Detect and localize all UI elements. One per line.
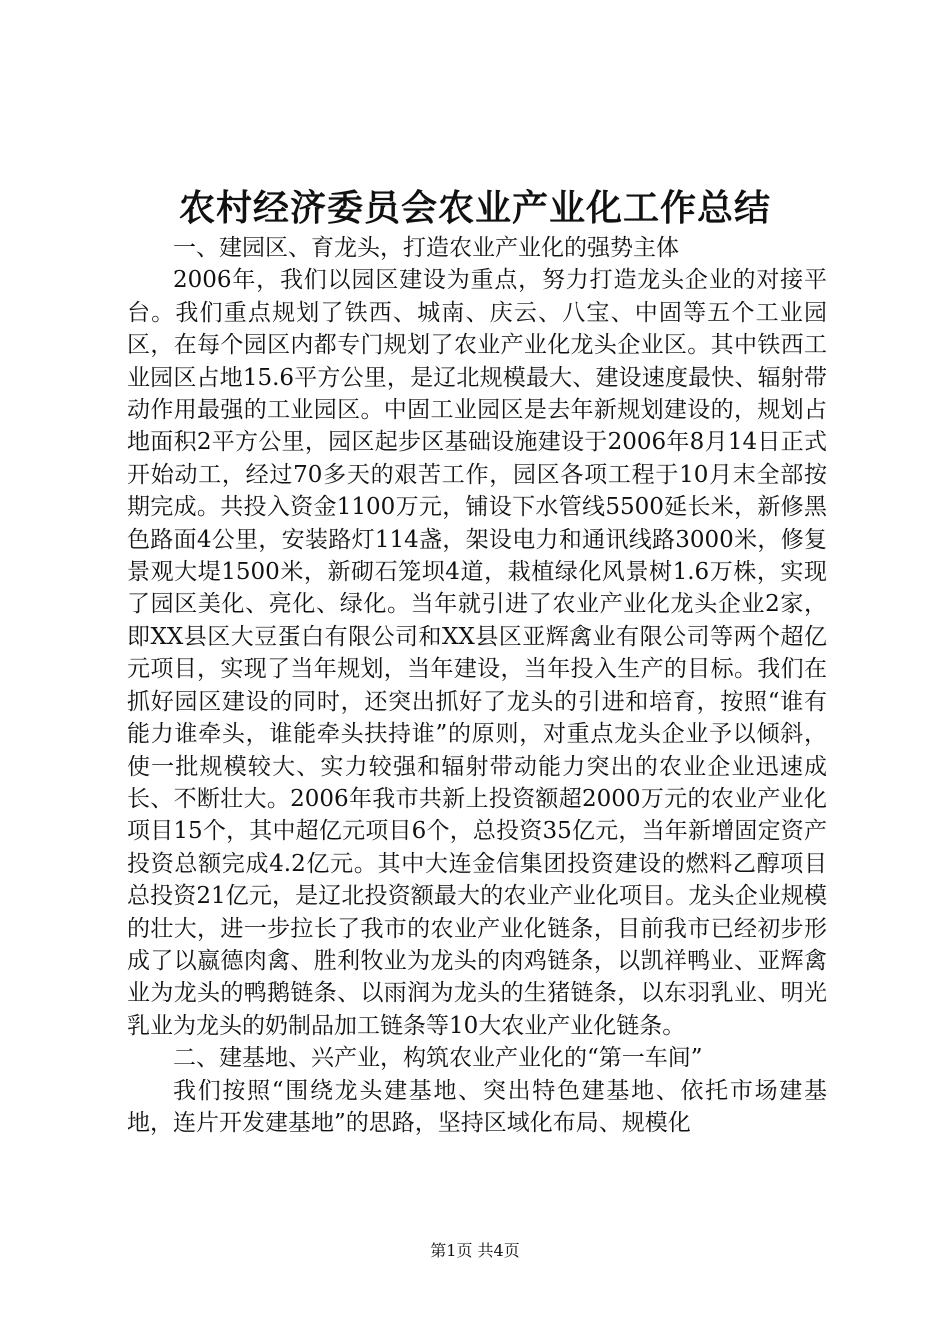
body-paragraph-1: 2006年，我们以园区建设为重点，努力打造龙头企业的对接平台。我们重点规划了铁西、城南、庆云、八宝、中固等五个工业园区，在每个园区内都专门规划了农业产业化龙头企业区。其中铁西工业园区占地15.6平方公里，是辽北规模最大、建设速度最快、辐射带动作用最强的工业园区。中固工业园区是去年新规划建设的，规划占地面积2平方公里，园区起步区基础设施建设于2006年8月14日正式开始动工，经过70多天的艰苦工作，园区各项工程于10月末全部按期完成。共投入资金1100万元，铺设下水管线5500延长米，新修黑色路面4公里，安装路灯114盏，架设电力和通讯线路3000米，修复景观大堤1500米，新砌石笼坝4道，栽植绿化风景树1.6万株，实现了园区美化、亮化、绿化。当年就引进了农业产业化龙头企业2家，即XX县区大豆蛋白有限公司和XX县区亚辉禽业有限公司等两个超亿元项目，实现了当年规划，当年建设，当年投入生产的目标。我们在抓好园区建设的同时，还突出抓好了龙头的引进和培育，按照“谁有能力谁牵头，谁能牵头扶持谁”的原则，对重点龙头企业予以倾斜，使一批规模较大、实力较强和辐射带动能力突出的农业企业迅速成长、不断壮大。2006年我市共新上投资额超2000万元的农业产业化项目15个，其中超亿元项目6个，总投资35亿元，当年新增固定资产投资总额完成4.2亿元。其中大连金信集团投资建设的燃料乙醇项目总投资21亿元，是辽北投资额最大的农业产业化项目。龙头企业规模的壮大，进一步拉长了我市的农业产业化链条，目前我市已经初步形成了以嬴德肉禽、胜利牧业为龙头的肉鸡链条，以凯祥鸭业、亚辉禽业为龙头的鸭鹅链条、以雨润为龙头的生猪链条，以东羽乳业、明光乳业为龙头的奶制品加工链条等10大农业产业化链条。 (127, 267, 827, 1039)
body-paragraph-2: 我们按照“围绕龙头建基地、突出特色建基地、依托市场建基地，连片开发建基地”的思路，坚持区域化布局、规模化 (127, 1077, 827, 1136)
page-footer: 第1页 共4页 (430, 1241, 520, 1260)
section-heading-2: 二、建基地、兴产业，构筑农业产业化的“第一车间” (173, 1045, 703, 1072)
document-body (127, 232, 827, 1139)
document-title: 农村经济委员会农业产业化工作总结 (178, 187, 771, 229)
section-heading-1: 一、建园区、育龙头，打造农业产业化的强势主体 (173, 235, 679, 261)
